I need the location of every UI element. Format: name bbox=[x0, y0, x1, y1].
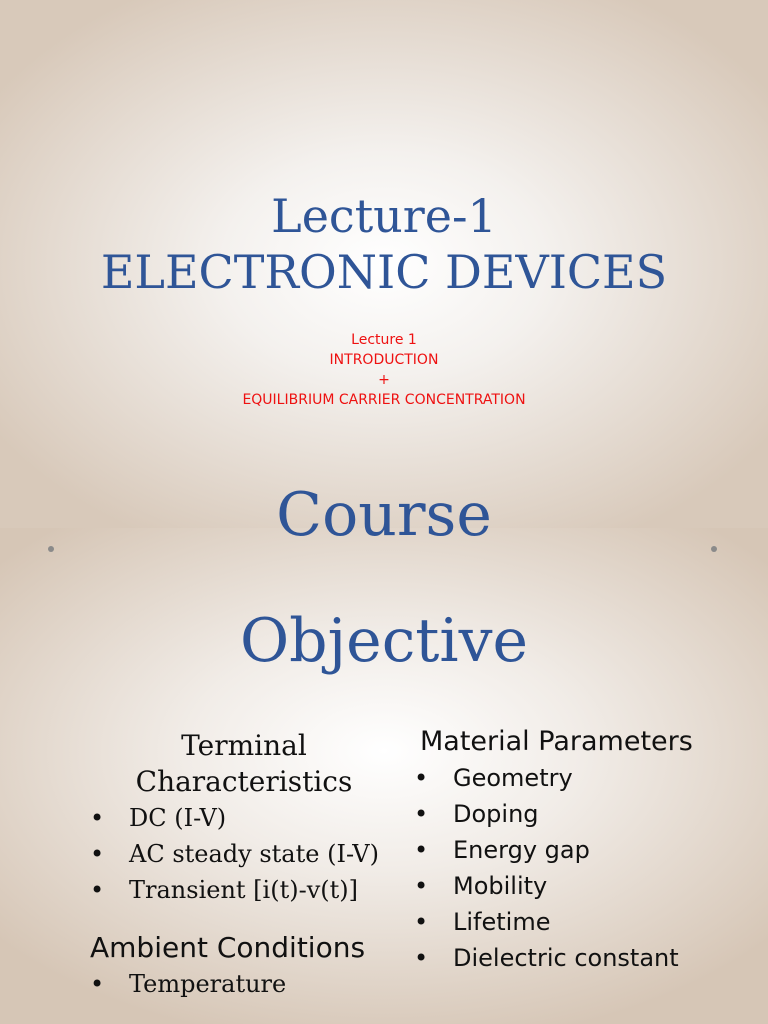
bullet-icon: • bbox=[414, 908, 429, 936]
bullet-icon: • bbox=[90, 876, 105, 904]
terminal-heading-line-1: Terminal bbox=[181, 729, 307, 762]
list-item-text: Doping bbox=[453, 800, 539, 828]
title-line-1: Lecture-1 bbox=[271, 189, 497, 243]
list-item bbox=[90, 966, 400, 1002]
list-item bbox=[414, 940, 754, 976]
material-list bbox=[414, 760, 754, 976]
bullet-icon: • bbox=[414, 944, 429, 972]
bullet-icon: • bbox=[414, 764, 429, 792]
subtitle-line: INTRODUCTION bbox=[329, 352, 439, 368]
slide-1-title bbox=[0, 188, 768, 300]
bullet-icon: • bbox=[90, 970, 105, 998]
terminal-list bbox=[90, 800, 400, 908]
terminal-heading bbox=[88, 728, 400, 800]
terminal-heading-line-2: Characteristics bbox=[135, 765, 353, 798]
list-item-text: Temperature bbox=[129, 970, 287, 998]
slide-2-title: Objective bbox=[239, 606, 529, 676]
ambient-heading: Ambient Conditions bbox=[90, 931, 366, 964]
list-item-text: Dielectric constant bbox=[453, 944, 679, 972]
slide-1-subtitle bbox=[0, 330, 768, 410]
slide-2 bbox=[0, 480, 768, 1024]
list-item bbox=[414, 832, 754, 868]
list-item bbox=[90, 872, 400, 908]
ambient-list bbox=[90, 966, 400, 1002]
list-item-text: Energy gap bbox=[453, 836, 590, 864]
list-item bbox=[90, 836, 400, 872]
title-line-2: ELECTRONIC DEVICES bbox=[100, 245, 668, 299]
list-item-text: Mobility bbox=[453, 872, 548, 900]
bullet-icon: • bbox=[90, 840, 105, 868]
list-item-text: Transient [i(t)-v(t)] bbox=[129, 876, 358, 904]
subtitle-line: + bbox=[378, 372, 390, 388]
list-item-text: AC steady state (I-V) bbox=[129, 840, 379, 868]
list-item bbox=[414, 760, 754, 796]
bullet-icon: • bbox=[414, 872, 429, 900]
right-column bbox=[414, 724, 754, 976]
list-item-text: Lifetime bbox=[453, 908, 551, 936]
subtitle-line: EQUILIBRIUM CARRIER CONCENTRATION bbox=[242, 392, 526, 408]
bullet-icon: • bbox=[414, 800, 429, 828]
bullet-icon: • bbox=[414, 836, 429, 864]
title-cut-off: Course bbox=[276, 480, 492, 550]
subtitle-line: Lecture 1 bbox=[351, 332, 417, 348]
list-item bbox=[414, 868, 754, 904]
list-item-text: Geometry bbox=[453, 764, 573, 792]
list-item bbox=[414, 796, 754, 832]
bullet-icon: • bbox=[90, 804, 105, 832]
list-item bbox=[90, 800, 400, 836]
list-item-text: DC (I-V) bbox=[129, 804, 227, 832]
list-item bbox=[414, 904, 754, 940]
material-heading: Material Parameters bbox=[420, 726, 693, 757]
left-column bbox=[90, 728, 400, 1002]
